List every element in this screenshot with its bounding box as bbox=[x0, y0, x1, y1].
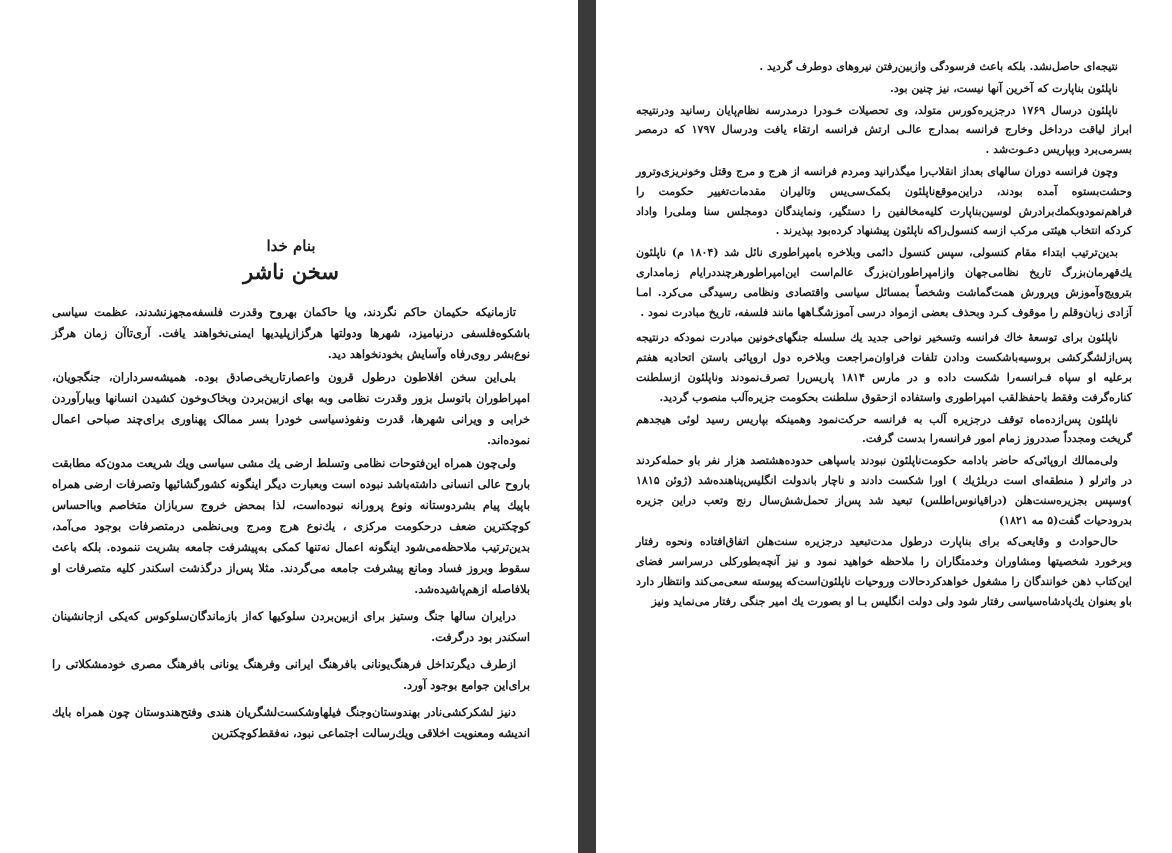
left-page bbox=[0, 0, 578, 853]
paragraph: ناپلئون پس‌ازده‌ماه توقف درجزیره آلب به فرانسه حرکت‌نمود وهمینکه بپاریس رسید لوئی هیجدهم گریخت ومجدداً صددروز زمام امور فرانسه‌را بدست گرفت. bbox=[636, 412, 1132, 446]
invocation-title: بنام خدا bbox=[266, 237, 316, 255]
paragraph: ناپلئون برای توسعهٔ خاك فرانسه وتسخیر نواحی جدید یك سلسله جنگهای‌خونین مبادرت نمودکه درنتیجه پس‌ازلشگرکشی بروسیه‌باشکست ودادن تلفات فراوان‌مراجعت وبلاخره دول اروپائی باستن اتحادیه هفتم برعلیه او سپاه فـرانسه‌را شکست داده و در مارس ۱۸۱۴ پاریس‌را تصرف‌نمودند وناپلئون ازسلطنت کناره‌گرفت وفقط باحفظ‌لقب امپراطوری واستفاده ازحقوق سلطنت بحکومت جزیره‌آلب منصوب گردید. bbox=[636, 331, 1132, 404]
paragraph: درایران سالها جنگ وستیز برای ازبین‌بردن سلوکیها که‌از بازماندگان‌سلوکوس که‌یکی ازجانشینان اسکندر بود درگرفت. bbox=[52, 609, 530, 644]
paragraph: ولی‌ممالك اروپائی‌که حاضر بادامه حکومت‌ناپلئون نبودند باسپاهی حدوده‌هشتصد هزار نفر باو حمله‌کردند در واترلو ( منطقه‌ای است دربلژیك ) اورا شکست دادند و ناچار باندولت انگلیس‌پناهنده‌شد (ژوئن ۱۸۱۵ )وسپس بجزیره‌سنت‌هلن (دراقیانوس‌اطلس) تبعید شد پس‌از تحمل‌شش‌سال رنج وتعب دراین جزیره بدرودحیات گفت(۵ مه ۱۸۲۱) bbox=[636, 454, 1132, 527]
paragraph: حال‌حوادث و وقایعی‌که برای بناپارت درطول مدت‌تبعید درجزیره سنت‌هلن اتفاق‌افتاده ونحوه رفتار وبرخورد شخصیتها ومشاوران وخدمتگاران را ملاحظه خواهید نمود و نیز آنچه‌بطورکلی درسراسر فضای این‌کتاب ذهن خوانندگان را مشغول خواهدکرد‌حالات وروحیات ناپلئون‌است‌که پیوسته سعی‌می‌کند وانتظار دارد باو بعنوان یك‌پادشاه‌سیاسی رفتار شود ولی دولت انگلیس بـا او بصورت یك امیر جنگی رفتار می‌نماید ونیز bbox=[636, 535, 1132, 608]
paragraph: بدین‌ترتیب ابتداء مقام کنسولی، سپس کنسول دائمی وبلاخره بامپراطوری نائل شد (۱۸۰۴ م) ناپلئون یك‌قهرمان‌بزرگ تاریخ نظامی‌جهان وازامپراطوران‌بزرگ عالم‌است این‌امپراطورهرچنددرایام زمامداری بترویج‌وآموزش وپرورش همت‌گماشت وشخصاً بمسائل سیاسی واقتصادی ونظامی رسیدگی می‌کرد. امـا آزادی زبان‌وقلم را موقوف کـرد وبحذف بعضی ازمواد درسی آموزشگـاهها مانند فلسفه، تاریخ مبادرت نمود . bbox=[636, 246, 1132, 319]
paragraph: ناپلئون درسال ۱۷۶۹ درجزیره‌کورس متولد، وی تحصیلات خـودرا درمدرسه نظام‌پایان رسانید ودرنتیجه ابراز لیاقت درداخل وخارج فرانسه بمدارج عالـی ارتش فرانسه ارتقاء یافت ودرسال ۱۷۹۷ که درمصر بسرمی‌برد وبپاریس دعـوت‌شد . bbox=[636, 103, 1132, 157]
paragraph: بلی‌این سخن افلاطون درطول قرون واعصارتاریخی‌صادق بوده. همیشه‌سرداران، جنگجویان، امپراطوران باتوسل بزور وقدرت نظامی وبه بهای ازبین‌بردن وبخاک‌وخون کشیدن انسانها وبیارآوردن خرابی و ویرانی شهرها، قدرت ونفوذسیاسی خودرا بسر ممالک پهناوری برای‌چند صباحی اعمال نموده‌اند. bbox=[52, 370, 530, 447]
paragraph: ولی‌چون همراه این‌فتوحات نظامی وتسلط ارضی یك مشی سیاسی ویك شریعت مدون‌که مطابقت باروح عالی انسانی داشته‌باشد نبوده است وبعبارت دیگر اینگونه کشورگشائیها وتصرفات ارضی همراه باپیك پیام بشردوستانه ونوع پرورانه نبوده‌است، لذا بمحض خروج سربازان متخاصم وبااحساس کوچکترین ضعف درحکومت مرکزی ، یك‌نوع هرج ومرج وبی‌نظمی درمتصرفات بوجود می‌آمد، بدین‌ترتیب ملاحظه‌می‌شود اینگونه اعمال نه‌تنها کمکی به‌پیشرفت جامعه بشریت ننموده. بلکه باعث سقوط وبروز فساد ومانع پیشرفت جامعه می‌گردند. مثلا پس‌از درگذشت اسکندر کلیه متصرفات او بلافاصله ازهم‌پاشیده‌شد. bbox=[52, 456, 530, 596]
paragraph: دنیز لشکرکشی‌نادر بهندوستان‌وجنگ فیلهاوشکست‌لشگریان هندی وفتح‌هندوستان چون همراه بایك اندیشه ومعنویت اخلاقی ویك‌رسالت اجتماعی نبود، نه‌فقط‌کوچکترین bbox=[52, 705, 530, 740]
paragraph: وچون فرانسه دوران سالهای بعداز انقلاب‌را میگذرانید ومردم فرانسه از هرج و مرج وقتل وخونریزی‌وترور وحشت‌بستوه آمده بودند، دراین‌موقع‌ناپلئون بکمک‌سی‌یس وتالیران مقدمات‌تغییر حکومت را فراهم‌نمودوبکمك‌برادرش لوسین‌بناپارت کلیه‌مخالفین را دستگیر، ونمایندگان دومجلس سنا وملی‌را واداد کردکه انتخاب هیئتی مرکب ازسه کنسول‌راکه ناپلئون پیشنهاد کرده‌بود بپذیرند . bbox=[636, 164, 1132, 238]
paragraph: نتیجه‌ای حاصل‌نشد. بلکه باعث فرسودگی وازبین‌رفتن نیروهای دوطرف گردید . bbox=[759, 60, 1118, 73]
right-page bbox=[596, 0, 1172, 853]
publisher-foreword-heading: سخن ناشر bbox=[243, 259, 339, 284]
left-page-content bbox=[52, 237, 530, 746]
paragraph: تازمانیکه حکیمان حاکم نگردند، ویا حاکمان بهروح وقدرت فلسفه‌مجهزنشدند، عظمت سیاسی باشکوه‌فلسفی درنیامیزد، شهرها ودولتها هرگزازپلیدیها ایمنی‌نخواهند یافت. آری‌تاآن زمان هرگز نوع‌بشر روی‌رفاه وآسایش بخودنخواهد دید. bbox=[52, 305, 530, 361]
page-gutter bbox=[578, 0, 596, 853]
right-page-content bbox=[636, 57, 1132, 614]
paragraph: ازطرف دیگرتداخل فرهنگ‌یونانی بافرهنگ ایرانی وفرهنگ یونانی بافرهنگ مصری خودمشکلاتی را برای‌این جوامع بوجود آورد. bbox=[52, 657, 530, 692]
paragraph: ناپلئون بناپارت که آخرین آنها نیست، نیز چنین بود. bbox=[890, 81, 1118, 95]
